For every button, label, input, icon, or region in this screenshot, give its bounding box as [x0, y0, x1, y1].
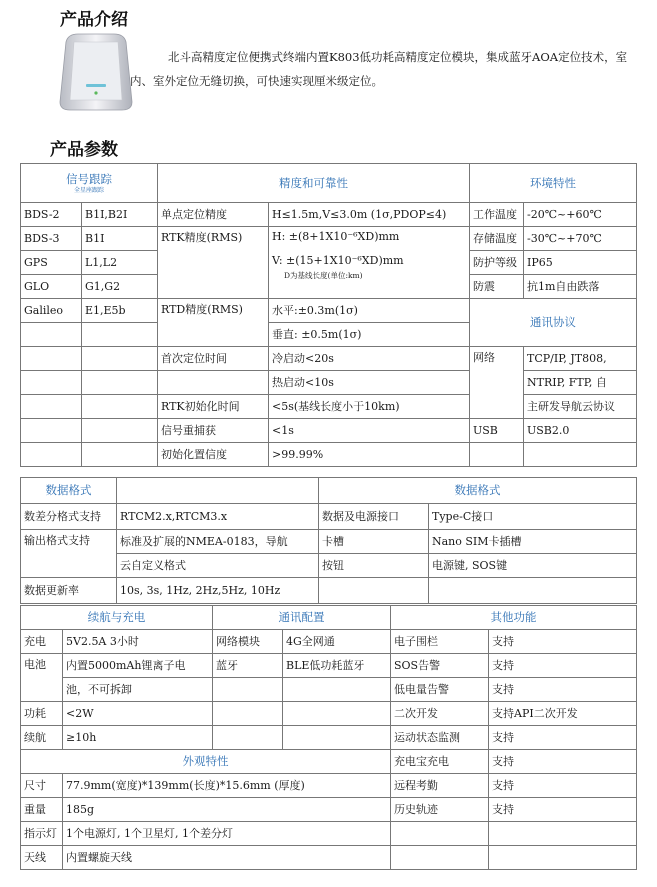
- rtk-values: [269, 227, 470, 299]
- env-value: -30℃~+70℃: [524, 227, 637, 251]
- sys-name: BDS-2: [21, 203, 82, 227]
- reacq-value: <1s: [269, 419, 470, 443]
- other-value: 支持: [489, 630, 637, 654]
- rtk-label: RTK精度(RMS): [158, 227, 269, 299]
- size-value: 77.9mm(宽度)*139mm(长度)*15.6mm (厚度): [63, 774, 391, 798]
- rtd-h: 水平:±0.3m(1σ): [269, 299, 470, 323]
- header-comm: 通讯配置: [213, 606, 391, 630]
- if-value: Type-C接口: [429, 504, 637, 530]
- bt-value: BLE低功耗蓝牙: [283, 654, 391, 678]
- other-label: SOS告警: [391, 654, 489, 678]
- other-label: 电子围栏: [391, 630, 489, 654]
- single-value: H≤1.5m,V≤3.0m (1σ,PDOP≤4): [269, 203, 470, 227]
- slot-label: 卡槽: [319, 530, 429, 554]
- intro-line-2: 内、室外定位无缝切换，可快速实现厘米级定位。: [130, 74, 383, 88]
- other-value: 支持: [489, 726, 637, 750]
- life-label: 续航: [21, 726, 63, 750]
- header-other: 其他功能: [391, 606, 637, 630]
- btn-value: 电源键, SOS键: [429, 554, 637, 578]
- device-image: [56, 32, 136, 112]
- ttff-label: 首次定位时间: [158, 347, 269, 371]
- battery-line-2: 池，不可拆卸: [63, 678, 213, 702]
- diff-value: RTCM2.x,RTCM3.x: [117, 504, 319, 530]
- rtk-h: H: ±(8+1X10⁻⁶XD)mm: [272, 230, 400, 243]
- spec-table-format: [20, 477, 637, 604]
- conf-label: 初始化置信度: [158, 443, 269, 467]
- power-value: <2W: [63, 702, 213, 726]
- single-label: 单点定位精度: [158, 203, 269, 227]
- header-look: 外观特性: [21, 750, 391, 774]
- net-line-3: 主研发导航云协议: [524, 395, 637, 419]
- env-label: 存储温度: [470, 227, 524, 251]
- other-label: 充电宝充电: [391, 750, 489, 774]
- other-value: 支持: [489, 774, 637, 798]
- usb-label: USB: [470, 419, 524, 443]
- env-label: 工作温度: [470, 203, 524, 227]
- sys-name: BDS-3: [21, 227, 82, 251]
- env-value: -20℃~+60℃: [524, 203, 637, 227]
- usb-value: USB2.0: [524, 419, 637, 443]
- net-module-label: 网络模块: [213, 630, 283, 654]
- net-module-value: 4G全网通: [283, 630, 391, 654]
- rate-value: 10s, 3s, 1Hz, 2Hz,5Hz, 10Hz: [117, 578, 319, 604]
- size-label: 尺寸: [21, 774, 63, 798]
- spec-table-signal: [20, 163, 637, 467]
- battery-label: 电池: [21, 654, 63, 702]
- sys-name: GLO: [21, 275, 82, 299]
- ant-value: 内置螺旋天线: [63, 846, 391, 870]
- rtk-init-label: RTK初始化时间: [158, 395, 269, 419]
- header-power: 续航与充电: [21, 606, 213, 630]
- header-signal: 信号跟踪 全星座跟踪: [21, 164, 158, 203]
- env-label: 防护等级: [470, 251, 524, 275]
- out-line-1: 标准及扩展的NMEA-0183，导航: [117, 530, 319, 554]
- sys-bands: L1,L2: [82, 251, 158, 275]
- weight-label: 重量: [21, 798, 63, 822]
- if-label: 数据及电源接口: [319, 504, 429, 530]
- rtk-v: V: ±(15+1X10⁻⁶XD)mm: [272, 254, 404, 267]
- ant-label: 天线: [21, 846, 63, 870]
- other-label: 运动状态监测: [391, 726, 489, 750]
- bt-label: 蓝牙: [213, 654, 283, 678]
- other-label: 二次开发: [391, 702, 489, 726]
- net-label: 网络: [470, 347, 524, 419]
- other-value: 支持: [489, 798, 637, 822]
- header-format-right: 数据格式: [319, 478, 637, 504]
- rtd-v: 垂直: ±0.5m(1σ): [269, 323, 470, 347]
- net-line-2: NTRIP, FTP, 自: [524, 371, 637, 395]
- life-value: ≥10h: [63, 726, 213, 750]
- weight-value: 185g: [63, 798, 391, 822]
- other-value: 支持: [489, 654, 637, 678]
- out-label: 输出格式支持: [21, 530, 117, 578]
- led-value: 1个电源灯, 1个卫星灯, 1个差分灯: [63, 822, 391, 846]
- reacq-label: 信号重捕获: [158, 419, 269, 443]
- other-label: 低电量告警: [391, 678, 489, 702]
- sys-name: Galileo: [21, 299, 82, 323]
- rate-label: 数据更新率: [21, 578, 117, 604]
- intro-line-1: 北斗高精度定位便携式终端内置K803低功耗高精度定位模块，集成蓝牙AOA定位技术，室: [168, 50, 628, 64]
- sys-bands: B1I,B2I: [82, 203, 158, 227]
- diff-label: 数差分格式支持: [21, 504, 117, 530]
- intro-heading: 产品介绍: [60, 10, 128, 30]
- net-line-1: TCP/IP, JT808,: [524, 347, 637, 371]
- charge-label: 充电: [21, 630, 63, 654]
- sys-bands: G1,G2: [82, 275, 158, 299]
- rtk-init-value: <5s(基线长度小于10km): [269, 395, 470, 419]
- env-value: IP65: [524, 251, 637, 275]
- header-comm-protocol: 通讯协议: [470, 299, 637, 347]
- header-signal-sub: 全星座跟踪: [73, 187, 104, 194]
- other-value: 支持: [489, 678, 637, 702]
- led-label: 指示灯: [21, 822, 63, 846]
- sys-name: GPS: [21, 251, 82, 275]
- rtd-label: RTD精度(RMS): [158, 299, 269, 347]
- sys-bands: B1I: [82, 227, 158, 251]
- other-label: 历史轨迹: [391, 798, 489, 822]
- intro-text: [130, 45, 650, 88]
- ttff-hot: 热启动<10s: [269, 371, 470, 395]
- conf-value: >99.99%: [269, 443, 470, 467]
- battery-line-1: 内置5000mAh锂离子电: [63, 654, 213, 678]
- env-label: 防震: [470, 275, 524, 299]
- header-precision: 精度和可靠性: [158, 164, 470, 203]
- header-format-left: 数据格式: [21, 478, 117, 504]
- slot-value: Nano SIM卡插槽: [429, 530, 637, 554]
- btn-label: 按钮: [319, 554, 429, 578]
- ttff-cold: 冷启动<20s: [269, 347, 470, 371]
- power-label: 功耗: [21, 702, 63, 726]
- rtk-note: D为基线长度(单位:km): [284, 271, 363, 280]
- other-value: 支持: [489, 750, 637, 774]
- charge-value: 5V2.5A 3小时: [63, 630, 213, 654]
- sys-bands: E1,E5b: [82, 299, 158, 323]
- env-value: 抗1m自由跌落: [524, 275, 637, 299]
- out-line-2: 云自定义格式: [117, 554, 319, 578]
- other-value: 支持API二次开发: [489, 702, 637, 726]
- other-label: 远程考勤: [391, 774, 489, 798]
- header-env: 环境特性: [470, 164, 637, 203]
- spec-table-power: [20, 605, 637, 870]
- params-heading: 产品参数: [50, 140, 118, 160]
